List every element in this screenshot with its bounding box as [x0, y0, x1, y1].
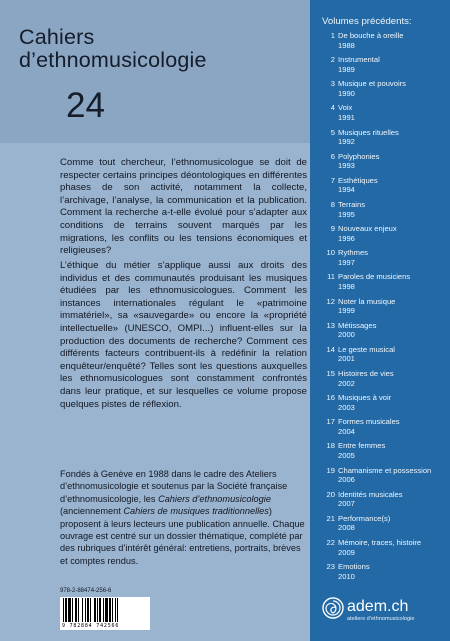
volume-item [324, 466, 431, 490]
volume-title: Nouveaux enjeux [338, 224, 397, 234]
volume-year: 1992 [338, 137, 355, 147]
barcode-bar [85, 598, 86, 622]
volume-year: 1989 [338, 64, 355, 74]
volume-item [324, 393, 431, 417]
volume-item [324, 224, 431, 248]
volume-number: 14 [326, 344, 335, 354]
summary-paragraph-2: L’éthique du métier s’applique aussi aux droits des individus et des communautés produisant les musiques étudiées par les ethnomusicologues. Comment les instances internationales régulant le «patrimoine immatériel», sa «sauvegarde» ou encore la «propriété intellectuelle» (UNESCO, OMPI...) influent-elles sur la production des documents de recherche? Comment ces différents facteurs contribuent-ils à redéfinir la relation enquêteur/enquêté? Telles sont les questions auxquelles les ethnomusicologues sont constamment confrontés dans leur pratique, et sur lesquelles ce volume propose quelques pistes de réflexion. [60, 260, 307, 410]
volume-number: 20 [326, 489, 335, 499]
barcode-bar [99, 598, 101, 622]
barcode-bar [112, 598, 113, 622]
volume-year: 1997 [338, 257, 355, 267]
about-paragraph [60, 468, 307, 567]
volume-item [324, 176, 431, 200]
volume-item [324, 31, 431, 55]
volume-item [324, 562, 431, 586]
barcode-bar [72, 598, 73, 622]
volume-title: Voix [338, 103, 353, 113]
issue-number: 24 [66, 86, 105, 125]
volume-number: 11 [327, 272, 335, 282]
volume-year: 2001 [338, 354, 355, 364]
publisher-logo-subtitle: ateliers d’ethnomusicologie [347, 616, 415, 622]
volume-title: Noter la musique [338, 296, 396, 306]
barcode-bar [117, 598, 118, 622]
volume-year: 2003 [338, 402, 355, 412]
volume-number: 4 [330, 103, 335, 113]
volume-item [324, 272, 431, 296]
barcode-bar [68, 598, 71, 622]
about-text-2: (anciennement [60, 506, 124, 517]
volume-title: Musique et pouvoirs [338, 79, 406, 89]
barcode-bar [82, 598, 83, 622]
volume-item [324, 79, 431, 103]
volume-year: 1998 [338, 282, 355, 291]
volume-year: 2006 [338, 475, 355, 485]
barcode-digits: 9 782884 742566 [62, 623, 120, 629]
volume-year: 2000 [338, 330, 355, 340]
volume-item [324, 538, 431, 562]
volume-item [324, 128, 431, 152]
previous-volumes-heading: Volumes précédents: [322, 16, 412, 27]
volume-year: 2009 [338, 547, 355, 557]
volume-year: 1993 [338, 161, 355, 171]
barcode-bar [103, 598, 104, 622]
volume-title: Entre femmes [338, 441, 386, 451]
cover-header [0, 0, 310, 143]
volume-number: 8 [330, 199, 335, 209]
volume-year: 2010 [338, 571, 355, 581]
volume-year: 1996 [338, 233, 355, 243]
volume-number: 13 [326, 320, 335, 330]
previous-volumes-sidebar [310, 0, 450, 641]
volume-item [324, 441, 431, 465]
volume-item [324, 55, 431, 79]
volume-title: Histoires de vies [338, 368, 394, 378]
volume-year: 1988 [338, 40, 355, 50]
about-text-3: ) proposent à leurs lecteurs une publication annuelle. Chaque ouvrage est centré sur un dossier thématique, complété par des rubriques d’intérêt général: entretiens, portraits, brèves et comptes rendus. [60, 506, 305, 566]
barcode-bars-icon [62, 598, 148, 624]
barcode-bar [115, 598, 116, 622]
volume-item [324, 200, 431, 224]
volume-title: Musiques rituelles [338, 127, 399, 137]
volume-item [324, 369, 431, 393]
volume-title: Terrains [338, 199, 366, 209]
volume-item [324, 103, 431, 127]
summary-paragraph-1: Comme tout chercheur, l’ethnomusicologue se doit de respecter certains principes déontologiques en différentes phases de son activité, notamment la collecte, l’archivage, l’analyse, la communication et la publication. Comment la recherche a-t-elle évolué pour s’adapter aux conditions de terrains souvent marqués par les migrations, les conflits ou les tensions économiques et religieuses? [60, 157, 307, 257]
volume-year: 2007 [338, 499, 355, 509]
volume-year: 1999 [338, 306, 355, 316]
volume-item [324, 345, 431, 369]
volume-number: 19 [326, 465, 335, 475]
volume-item [324, 417, 431, 441]
volume-title: Emotions [338, 562, 370, 572]
volume-title: Métissages [338, 320, 377, 330]
volume-item [324, 514, 431, 538]
series-title [19, 26, 207, 72]
about-title-2: Cahiers de musiques traditionnelles [123, 506, 269, 517]
volume-title: Instrumental [338, 55, 380, 65]
barcode-bar [87, 598, 89, 622]
volume-number: 17 [326, 417, 335, 427]
volume-year: 2002 [338, 378, 355, 388]
volume-year: 1991 [338, 113, 355, 123]
volume-title: Mémoire, traces, histoire [338, 537, 422, 547]
volume-number: 2 [330, 55, 335, 65]
volume-item [324, 490, 431, 514]
volume-number: 10 [326, 248, 335, 258]
volume-item [324, 248, 431, 272]
series-title-line2: d’ethnomusicologie [19, 48, 207, 72]
volume-number: 12 [326, 296, 335, 306]
barcode-bar [78, 598, 79, 622]
volume-title: Rythmes [338, 248, 368, 258]
volume-number: 9 [330, 224, 335, 234]
volume-number: 21 [326, 513, 335, 523]
volume-year: 2005 [338, 450, 355, 460]
volume-year: 2004 [338, 426, 355, 436]
volume-year: 1994 [338, 185, 355, 195]
barcode-bar [97, 598, 98, 622]
barcode-bar [65, 598, 67, 622]
isbn-number: 978-2-88474-256-6 [60, 588, 112, 594]
volume-item [324, 152, 431, 176]
barcode-bar [94, 598, 96, 622]
volume-title: Formes musicales [338, 417, 400, 427]
volume-year: 1990 [338, 88, 355, 98]
volume-number: 22 [326, 537, 335, 547]
spiral-logo-icon [322, 597, 344, 619]
volume-number: 15 [326, 368, 335, 378]
volume-number: 6 [330, 151, 335, 161]
volume-title: Paroles de musiciens [338, 272, 411, 282]
volume-title: Esthétiques [338, 175, 378, 185]
series-title-line1: Cahiers [19, 25, 95, 49]
barcode [60, 597, 150, 630]
volume-number: 3 [330, 79, 335, 89]
volume-item [324, 297, 431, 321]
volume-year: 1995 [338, 209, 355, 219]
volume-number: 5 [330, 127, 335, 137]
volume-title: Polyphonies [338, 151, 380, 161]
volume-title: Chamanisme et possession [338, 465, 432, 475]
about-text-1: Fondés à Genève en 1988 dans le cadre des Ateliers d’ethnomusicologie et soutenus par la Société française d’ethnomusicologie, les [60, 469, 288, 504]
volume-title: De bouche à oreille [338, 31, 404, 40]
volume-number: 18 [326, 441, 335, 451]
barcode-bar [109, 598, 111, 622]
volume-title: Performance(s) [338, 513, 391, 523]
volume-list [324, 31, 431, 586]
volume-title: Le geste musical [338, 344, 395, 354]
about-title-1: Cahiers d’ethnomusicologie [158, 493, 271, 504]
volume-number: 7 [330, 175, 335, 185]
volume-number: 16 [326, 393, 335, 403]
volume-number: 23 [326, 562, 335, 572]
volume-title: Identités musicales [338, 489, 403, 499]
volume-year: 2008 [338, 523, 355, 533]
volume-title: Musiques à voir [338, 393, 392, 403]
volume-number: 1 [330, 31, 335, 40]
barcode-bar [90, 598, 91, 622]
publisher-logo-name: adem.ch [347, 598, 409, 615]
volume-item [324, 321, 431, 345]
barcode-bar [75, 598, 77, 622]
barcode-bar [105, 598, 108, 622]
barcode-bar [63, 598, 64, 622]
